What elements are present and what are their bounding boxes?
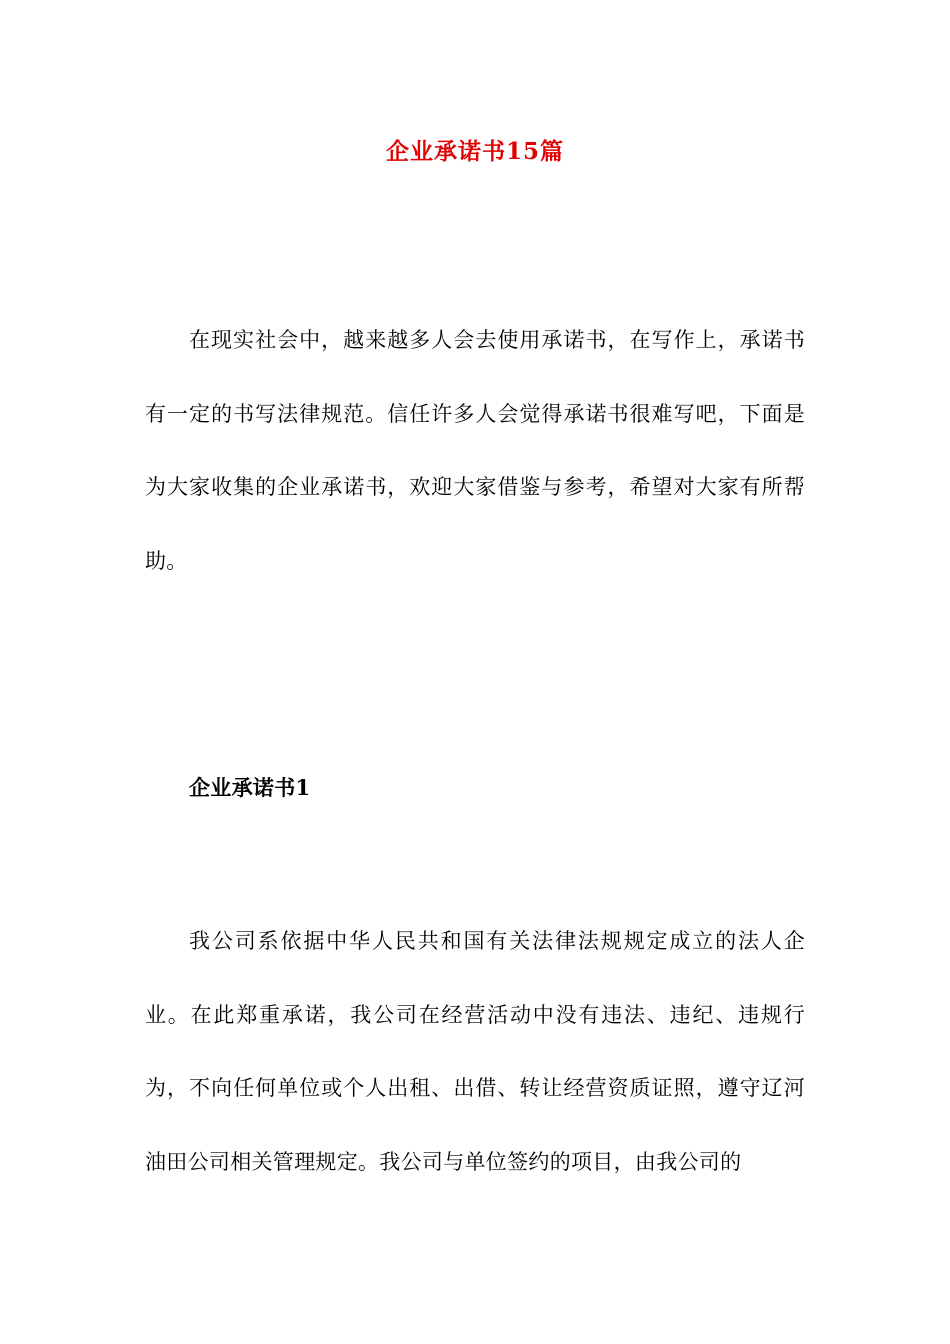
document-title: 企业承诺书15篇	[385, 138, 564, 165]
section-body-paragraph: 我公司系依据中华人民共和国有关法律法规规定成立的法人企业。在此郑重承诺，我公司在经营活动中没有违法、违纪、违规行为，不向任何单位或个人出租、出借、转让经营资质证照，遵守辽河油田公司相关管理规定。我公司与单位签约的项目，由我公司的	[145, 929, 805, 1174]
intro-paragraph: 在现实社会中，越来越多人会去使用承诺书，在写作上，承诺书有一定的书写法律规范。信任许多人会觉得承诺书很难写吧，下面是为大家收集的企业承诺书，欢迎大家借鉴与参考，希望对大家有所帮助。	[145, 328, 805, 573]
section-heading: 企业承诺书1	[189, 775, 311, 800]
